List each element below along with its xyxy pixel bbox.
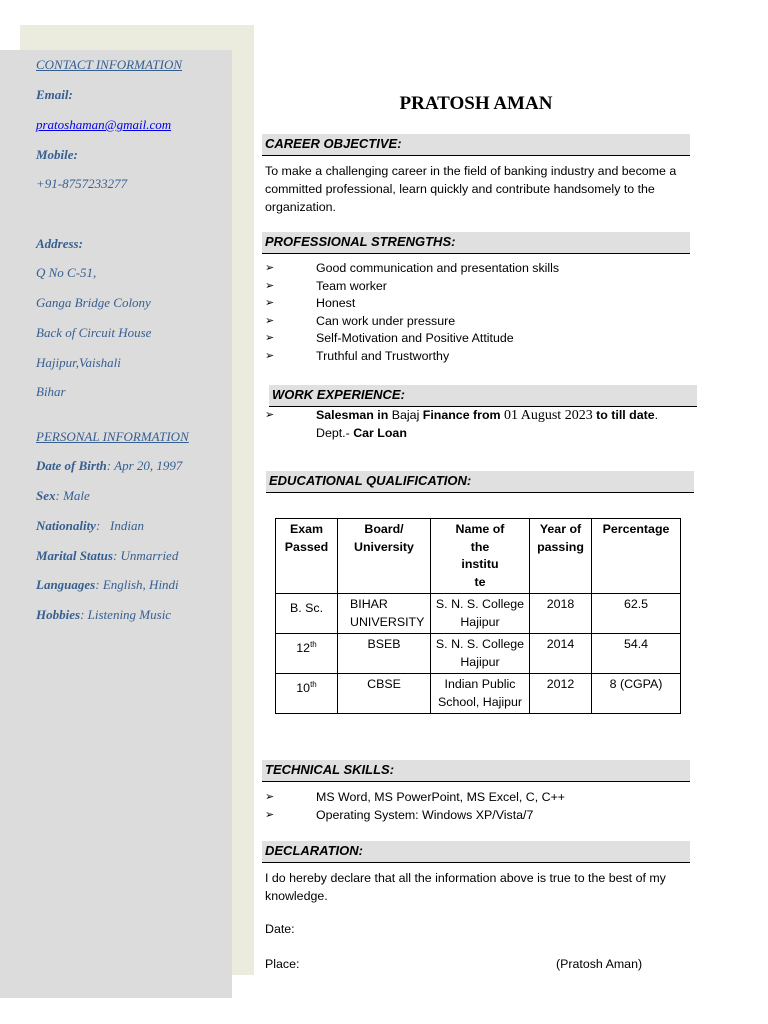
personal-item-dob: Date of Birth: Apr 20, 1997 <box>36 458 183 473</box>
declaration-text: I do hereby declare that all the information above is true to the best of my knowledge. <box>265 871 666 903</box>
declaration-heading: DECLARATION: <box>262 841 690 863</box>
date-label: Date: <box>265 922 295 936</box>
table-row: 10th CBSE Indian Public School, Hajipur 2012 8 (CGPA) <box>276 674 681 714</box>
arrow-bullet-icon: ➢ <box>265 279 275 292</box>
arrow-bullet-icon: ➢ <box>265 262 275 274</box>
email-label: Email: <box>36 87 73 102</box>
personal-item-sex: Sex: Male <box>36 488 90 503</box>
candidate-name: PRATOSH AMAN <box>399 93 553 114</box>
personal-item-marital: Marital Status: Unmarried <box>36 548 179 563</box>
personal-item-nationality: Nationality: Indian <box>36 518 144 533</box>
column-header: Exam Passed <box>276 519 338 594</box>
arrow-bullet-icon: ➢ <box>265 409 275 421</box>
address-line: Q No C-51, <box>36 265 97 280</box>
mobile-label: Mobile: <box>36 147 78 162</box>
arrow-bullet-icon: ➢ <box>265 349 275 362</box>
email-link[interactable]: pratoshaman@gmail.com <box>36 117 172 132</box>
table-row: B. Sc. BIHAR UNIVERSITY S. N. S. College Hajipur 2018 62.5 <box>276 594 681 634</box>
arrow-bullet-icon: ➢ <box>265 791 275 803</box>
column-header: Percentage <box>592 519 681 594</box>
place-label: Place: <box>265 957 300 971</box>
address-line: Ganga Bridge Colony <box>36 295 151 310</box>
address-line: Back of Circuit House <box>36 325 152 340</box>
resume-main: PRATOSH AMAN CAREER OBJECTIVE: To make a challenging career in the field of banking industry and become a committed professional, learn quickly and contribute handsomely to the organization. PROFESSIONAL STRENGTHS: ➢ Good communication and presentation skills ➢ Team worker ➢ Honest ➢ Can work under pressure ➢ Self-Motivation and Positive Attitude ➢ Truthful and Trustworthy WORK EXPERIENCE: ➢ Salesman in Bajaj Finance from 01 August 2023 to till date. Dept.- Car Loan EDUCATIONAL QUALIFICATION: Exam Passed Board/ University Name of the institu te Year of passing Percentage B. Sc. BIHAR UNIVERSITY S. N. S. College Hajipur 2018 62.5 12th BSEB S. N. S. College Hajipur 2014 54.4 10th CBSE Indian Public School, Hajipur 2012 8 (CGPA) TECHNICAL SKILLS: ➢ MS Word, MS PowerPoint, MS Excel, C, C++ ➢ Operating System: Windows XP/Vista/7 DECLARATION: I do hereby declare that all the information above is true to the best of my knowledge. Date: Place: (Pratosh Aman) <box>0 0 768 1024</box>
mobile-value: +91-8757233277 <box>36 176 128 191</box>
address-line: Bihar <box>36 384 66 399</box>
table-header-row <box>276 519 681 594</box>
arrow-bullet-icon: ➢ <box>265 297 275 309</box>
column-header: Board/ University <box>338 519 431 594</box>
education-table <box>275 518 681 714</box>
arrow-bullet-icon: ➢ <box>265 314 275 327</box>
contact-heading: CONTACT INFORMATION <box>36 57 183 72</box>
table-row: 12th BSEB S. N. S. College Hajipur 2014 54.4 <box>276 634 681 674</box>
personal-item-languages: Languages: English, Hindi <box>36 577 179 592</box>
signature: (Pratosh Aman) <box>556 957 643 971</box>
arrow-bullet-icon: ➢ <box>265 332 275 344</box>
address-label: Address: <box>36 236 83 251</box>
career-objective-text: To make a challenging career in the field of banking industry and become a committed professional, learn quickly and contribute handsomely to the organization. <box>265 164 677 214</box>
professional-strengths-heading: PROFESSIONAL STRENGTHS: <box>262 232 690 254</box>
personal-item-hobbies: Hobbies: Listening Music <box>36 607 172 622</box>
column-header: Year of passing <box>530 519 592 594</box>
technical-skills-heading: TECHNICAL SKILLS: <box>262 760 690 782</box>
address-line: Hajipur,Vaishali <box>36 355 121 370</box>
column-header: Name of the institu te <box>431 519 530 594</box>
personal-heading: PERSONAL INFORMATION <box>36 429 189 444</box>
arrow-bullet-icon: ➢ <box>265 808 275 821</box>
career-objective-heading: CAREER OBJECTIVE: <box>262 134 690 156</box>
work-experience-heading: WORK EXPERIENCE: <box>269 385 697 407</box>
educational-qualification-heading: EDUCATIONAL QUALIFICATION: <box>266 471 694 493</box>
